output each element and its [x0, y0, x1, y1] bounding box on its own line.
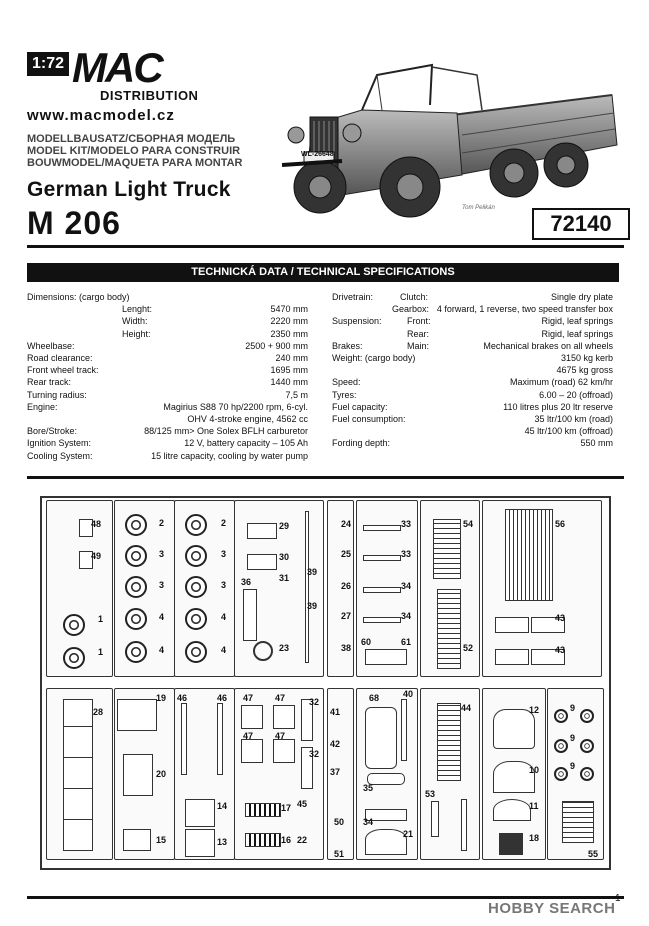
- sprue-section-f: 56 43 43: [482, 500, 602, 677]
- sprue-section-g: 28: [46, 688, 113, 860]
- artist-signature: Tom Pelikán: [462, 205, 495, 211]
- page-title: German Light Truck: [27, 178, 231, 201]
- sprue-section-j: 47 47 47 47 17 16 32 32 45 22: [234, 688, 324, 860]
- model-name: M 206: [27, 205, 121, 241]
- kit-line-2: MODEL KIT/MODELO PARA CONSTRUIR: [27, 145, 241, 157]
- spec-row: 4675 kg gross: [556, 365, 613, 376]
- sprue-section-k: 41 42 37 50 51: [327, 688, 354, 860]
- spec-row: Engine: Magirius S88 70 hp/2200 rpm, 6-cyl.: [27, 401, 308, 412]
- spec-row: Weight: (cargo body) 3150 kg kerb: [332, 353, 613, 364]
- sprue-section-o: 9 9 9 55: [547, 688, 604, 860]
- sprue-section-b: 29 30 36 31 39 39 23: [234, 500, 324, 677]
- license-plate: WL-26648: [301, 151, 334, 158]
- spec-row: Turning radius: 7,5 m: [27, 389, 308, 400]
- spec-row: Bore/Stroke: 88/125 mm> One Solex BFLH carburetor: [27, 426, 308, 437]
- sprue-section-e: 54 52: [420, 500, 480, 677]
- spec-row: Cooling System: 15 litre capacity, cooling by water pump: [27, 450, 308, 461]
- spec-row: Lenght: 5470 mm: [122, 304, 308, 315]
- kit-line-3: BOUWMODEL/MAQUETA PARA MONTAR: [27, 157, 243, 169]
- kit-number: 72140: [532, 208, 630, 240]
- website-url[interactable]: www.macmodel.cz: [27, 107, 175, 124]
- spec-row: 45 ltr/100 km (offroad): [524, 426, 613, 437]
- spec-row: Brakes: Main: Mechanical brakes on all wheels: [332, 340, 613, 351]
- divider-top: [27, 245, 624, 248]
- spec-row: Gearbox: 4 forward, 1 reverse, two speed transfer box: [392, 304, 613, 315]
- spec-row: Drivetrain: Clutch: Single dry plate: [332, 292, 613, 302]
- sprue-section-l: 68 40 35 34 21: [356, 688, 418, 860]
- spec-row: Suspension: Front: Rigid, leaf springs: [332, 316, 613, 327]
- spec-row: Wheelbase: 2500 + 900 mm: [27, 340, 308, 351]
- specs-heading: TECHNICKÁ DATA / TECHNICAL SPECIFICATIONS: [27, 263, 619, 282]
- specs-left-column: [27, 291, 308, 462]
- spec-row: Dimensions: (cargo body): [27, 292, 130, 302]
- brand-distribution: DISTRIBUTION: [100, 88, 199, 103]
- spec-row: Fuel consumption: 35 ltr/100 km (road): [332, 414, 613, 425]
- sprue-section-n: 12 10 11 18: [482, 688, 546, 860]
- spec-row: Rear track: 1440 mm: [27, 377, 308, 388]
- spec-row: Tyres: 6.00 – 20 (offroad): [332, 389, 613, 400]
- sprue-section-wheels: 2 3 3 4 4: [174, 500, 235, 677]
- spec-row: OHV 4-stroke engine, 4562 cc: [187, 414, 308, 425]
- scale-badge: 1:72: [27, 52, 69, 76]
- spec-row: Fording depth: 550 mm: [332, 438, 613, 449]
- spec-row: Road clearance: 240 mm: [27, 353, 308, 364]
- watermark-hobby-search: HOBBY SEARCH: [488, 900, 616, 917]
- spec-row: Fuel capacity: 110 litres plus 20 ltr reserve: [332, 401, 613, 412]
- specs-right-column: [332, 291, 613, 450]
- page-number: 1: [615, 893, 621, 904]
- sprue-section-c: 24 25 26 27 38: [327, 500, 354, 677]
- brand-logo: MAC: [72, 44, 162, 91]
- sprue-section-a: 48 49 1 1: [46, 500, 113, 677]
- sprue-section-d: 33 33 34 34 60 61: [356, 500, 418, 677]
- sprue-section-i: 46 46 14 13: [174, 688, 235, 860]
- spec-row: Width: 2220 mm: [122, 316, 308, 327]
- spec-row: Front wheel track: 1695 mm: [27, 365, 308, 376]
- divider-bottom: [27, 896, 624, 899]
- spec-row: Ignition System: 12 V, battery capacity – 105 Ah: [27, 438, 308, 449]
- kit-line-1: MODELLBAUSATZ/СБОРНАЯ МОДЕЛЬ: [27, 133, 236, 145]
- sprue-section-h: 19 20 15: [114, 688, 175, 860]
- spec-row: Speed: Maximum (road) 62 km/hr: [332, 377, 613, 388]
- sprue-section-tires: 2 3 3 4 4: [114, 500, 175, 677]
- spec-row: Rear: Rigid, leaf springs: [407, 328, 613, 339]
- divider-middle: [27, 476, 624, 479]
- sprue-section-m: 44 53: [420, 688, 480, 860]
- spec-row: Height: 2350 mm: [122, 328, 308, 339]
- truck-illustration: [282, 55, 627, 225]
